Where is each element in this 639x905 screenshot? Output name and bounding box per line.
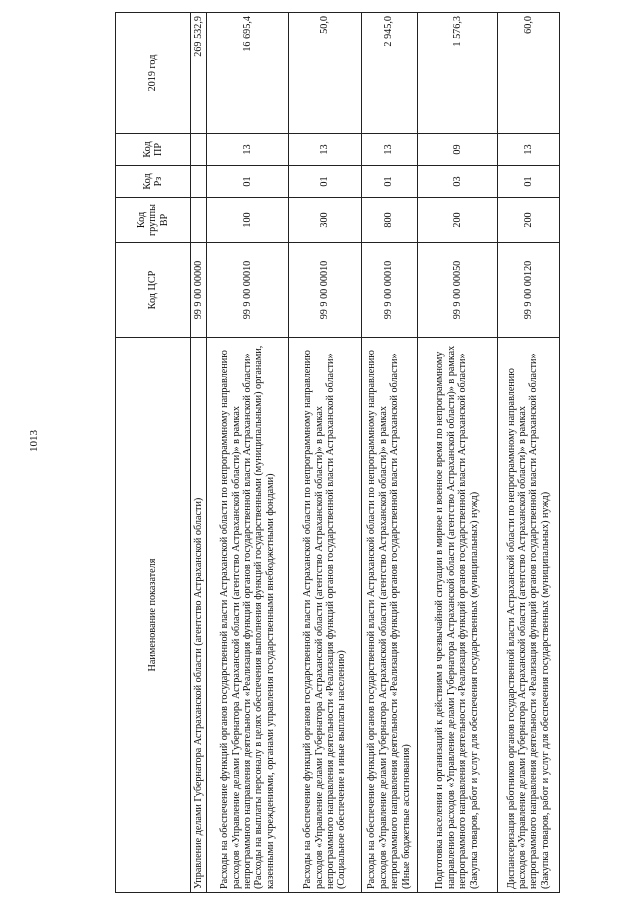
- cell-year: 50,0: [289, 13, 361, 134]
- cell-pr: 09: [417, 134, 497, 166]
- cell-name: Управление делами Губернатора Астраханской области (агентство Астраханской области): [191, 338, 207, 893]
- cell-name: Расходы на обеспечение функций органов государственной власти Астраханской области по непрограммному направлению расходов «Управление делами Губернатора Астраханской области (агентство Астраханской области)» в рамках непрограммного направления деятельности «Реализация функций органов государственной власти Астраханской области» (Социальное обеспечение и иные выплаты населению): [289, 338, 361, 893]
- header-name: Наименование показателя: [116, 338, 191, 893]
- table-row: [207, 13, 289, 893]
- cell-vr: 200: [497, 198, 559, 243]
- header-year: 2019 год: [116, 13, 191, 134]
- table-row: [191, 13, 207, 893]
- cell-rz: [191, 166, 207, 198]
- cell-csr: 99 9 00 00010: [289, 243, 361, 338]
- table-row: [289, 13, 361, 893]
- cell-rz: 01: [207, 166, 289, 198]
- cell-name: Расходы на обеспечение функций органов государственной власти Астраханской области по непрограммному направлению расходов «Управление делами Губернатора Астраханской области (агентство Астраханской области)» в рамках непрограммного направления деятельности «Реализация функций органов государственной власти Астраханской области» (Расходы на выплаты персоналу в целях обеспечения выполнения функций государственными (муниципальными) органами, казенными учреждениями, органами управления государственными внебюджетными фондами): [207, 338, 289, 893]
- cell-vr: 100: [207, 198, 289, 243]
- cell-csr: 99 9 00 00010: [361, 243, 417, 338]
- header-csr: Код ЦСР: [116, 243, 191, 338]
- cell-pr: 13: [497, 134, 559, 166]
- header-rz: Код Рз: [116, 166, 191, 198]
- cell-pr: [191, 134, 207, 166]
- cell-year: 16 695,4: [207, 13, 289, 134]
- cell-name: Диспансеризация работников органов государственной власти Астраханской области по непрограммному направлению расходов «Управление делами Губернатора Астраханской области (агентство Астраханской области)» в рамках непрограммного направления деятельности «Реализация функций органов государственной власти Астраханской области» (Закупка товаров, работ и услуг для обеспечения государственных (муниципальных) нужд): [497, 338, 559, 893]
- cell-year: 2 945,0: [361, 13, 417, 134]
- cell-name: Расходы на обеспечение функций органов государственной власти Астраханской области по непрограммному направлению расходов «Управление делами Губернатора Астраханской области (агентство Астраханской области)» в рамках непрограммного направления деятельности «Реализация функций органов государственной власти Астраханской области» (Иные бюджетные ассигнования): [361, 338, 417, 893]
- cell-csr: 99 9 00 00010: [207, 243, 289, 338]
- cell-pr: 13: [207, 134, 289, 166]
- table-row: [417, 13, 497, 893]
- cell-rz: 01: [497, 166, 559, 198]
- cell-rz: 01: [361, 166, 417, 198]
- cell-vr: [191, 198, 207, 243]
- table-header-row: [116, 13, 191, 893]
- cell-pr: 13: [361, 134, 417, 166]
- cell-csr: 99 9 00 00000: [191, 243, 207, 338]
- cell-rz: 01: [289, 166, 361, 198]
- cell-vr: 200: [417, 198, 497, 243]
- page-number: 1013: [28, 430, 40, 452]
- cell-vr: 300: [289, 198, 361, 243]
- table-row: [361, 13, 417, 893]
- cell-pr: 13: [289, 134, 361, 166]
- table-row: [497, 13, 559, 893]
- cell-year: 1 576,3: [417, 13, 497, 134]
- rotated-table-container: [115, 13, 560, 893]
- header-vr: Код группы ВР: [116, 198, 191, 243]
- header-pr: Код ПР: [116, 134, 191, 166]
- budget-table: [115, 12, 560, 893]
- cell-csr: 99 9 00 00120: [497, 243, 559, 338]
- cell-vr: 800: [361, 198, 417, 243]
- cell-rz: 03: [417, 166, 497, 198]
- cell-year: 269 532,9: [191, 13, 207, 134]
- cell-year: 60,0: [497, 13, 559, 134]
- cell-name: Подготовка населения и организаций к действиям в чрезвычайной ситуации в мирное и военное время по непрограммному направлению расходов «Управление делами Губернатора Астраханской области (агентство Астраханской области)» в рамках непрограммного направления деятельности «Реализация функций органов государственной власти Астраханской области» (Закупка товаров, работ и услуг для обеспечения государственных (муниципальных) нужд): [417, 338, 497, 893]
- cell-csr: 99 9 00 00050: [417, 243, 497, 338]
